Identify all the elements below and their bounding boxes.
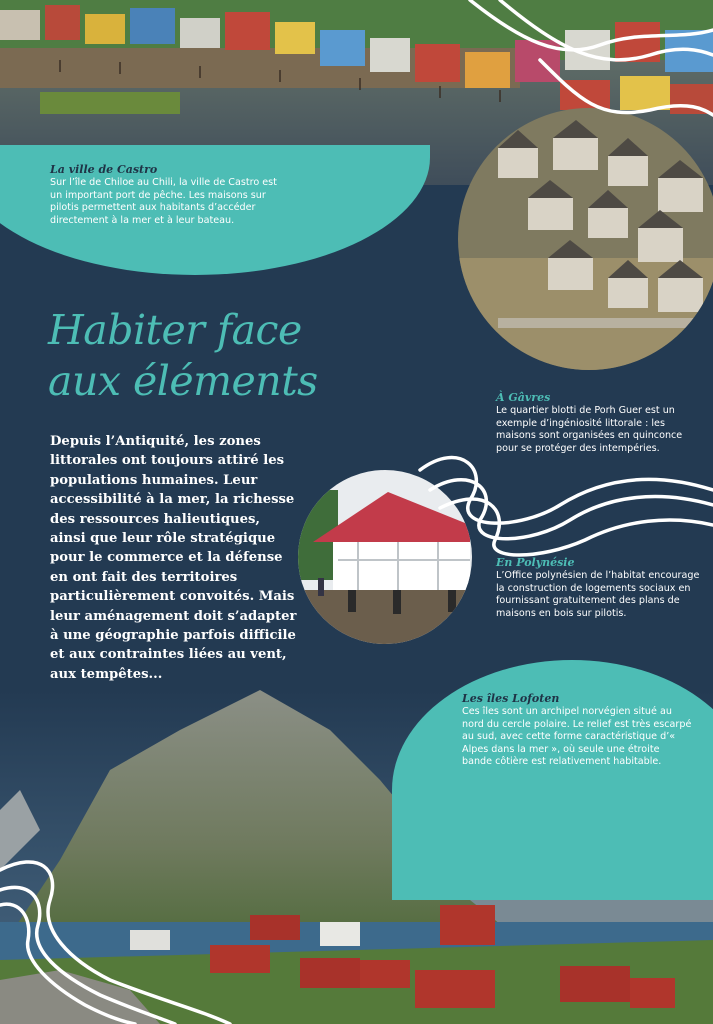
lofoten-caption: [462, 692, 692, 769]
polynesie-caption-title: En Polynésie: [496, 556, 575, 569]
lofoten-caption-text: Ces îles sont un archipel norvégien situé au nord du cercle polaire. Le relief est très escarpé au sud, avec cette forme caractéristique d’« Alpes dans la mer », où seule une étroite bande côtière est relativement habitable.: [462, 706, 692, 768]
polynesie-caption-text: L’Office polynésien de l’habitat encourage la construction de logements sociaux en fournissant gratuitement des plans de maisons en bois sur pilotis.: [496, 570, 700, 619]
lofoten-caption-title: Les îles Lofoten: [462, 692, 560, 705]
page-title-line-1: Habiter face: [48, 306, 302, 354]
gavres-caption: [496, 391, 706, 455]
polynesie-photo: [298, 470, 472, 644]
castro-caption-text: Sur l’île de Chiloe au Chili, la ville de Castro est un important port de pêche. Les maisons sur pilotis permettent aux habitants d’accéder directement à la mer et à leur bateau.: [50, 177, 277, 226]
page-title-line-2: aux éléments: [48, 357, 318, 405]
polynesie-caption: [496, 556, 706, 620]
gavres-caption-text: Le quartier blotti de Porh Guer est un exemple d’ingéniosité littorale : les maisons sont organisées en quinconce pour se protéger des intempéries.: [496, 405, 683, 454]
castro-caption: [50, 163, 285, 227]
castro-caption-title: La ville de Castro: [50, 163, 158, 176]
intro-paragraph: Depuis l’Antiquité, les zones littorales ont toujours attiré les populations humaines. Leur accessibilité à la mer, la richesse des ressources halieutiques, ainsi que leur rôle stratégique pour le commerce et la défense en ont fait des territoires particulièrement convoités. Mais leur aménagement doit s’adapter à une géographie parfois difficile et aux contraintes liées au vent, aux tempêtes...: [50, 434, 297, 682]
gavres-photo: [458, 108, 713, 370]
page-title: [48, 305, 378, 407]
gavres-caption-title: À Gâvres: [496, 391, 551, 404]
